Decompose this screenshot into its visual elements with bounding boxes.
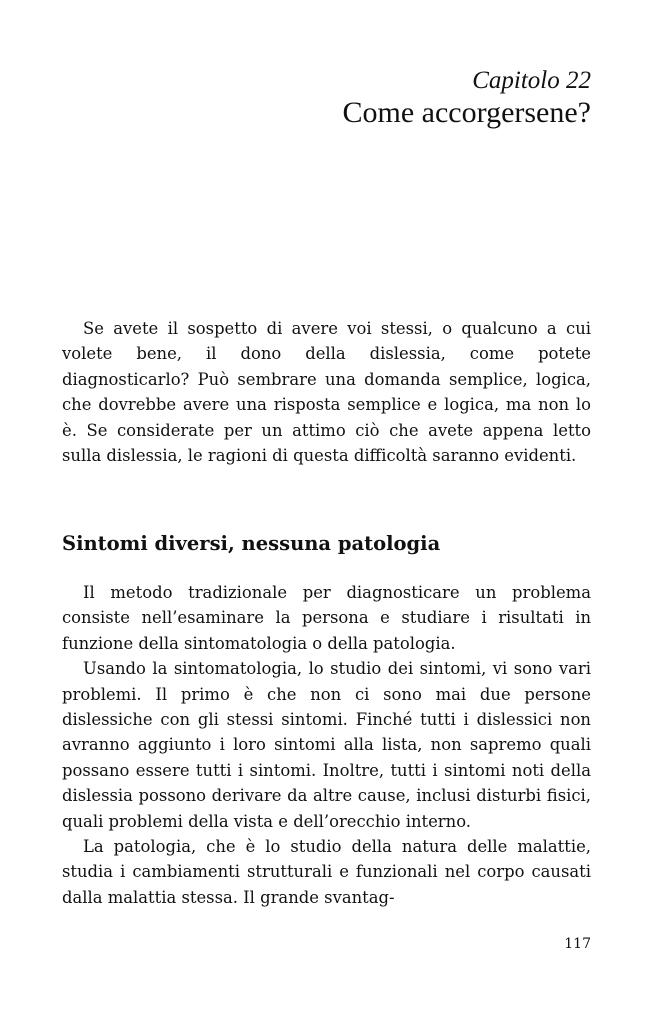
chapter-title: Come accorgersene? <box>342 96 591 129</box>
section-paragraph: Il metodo tradizionale per diagnosticare un problema consiste nell’esaminare la persona e studiare i risultati in funzione della sintomatologia o della patologia. <box>62 583 591 653</box>
section-body <box>62 580 591 910</box>
intro-text <box>62 316 591 468</box>
page-number: 117 <box>564 936 591 952</box>
section-heading: Sintomi diversi, nessuna patologia <box>62 532 441 555</box>
chapter-label: Capitolo 22 <box>472 67 591 94</box>
book-page <box>62 0 591 1036</box>
intro-paragraph: Se avete il sospetto di avere voi stessi, o qualcuno a cui volete bene, il dono della dislessia, come potete diagnosticarlo? Può sembrare una domanda semplice, logica, che dovrebbe avere una risposta semplice e logica, ma non lo è. Se considerate per un attimo ciò che avete appena letto sulla dislessia, le ragioni di questa difficoltà saranno evidenti. <box>62 319 591 466</box>
section-paragraph: La patologia, che è lo studio della natura delle malattie, studia i cambiamenti strutturali e funzionali nel corpo causati dalla malattia stessa. Il grande svantag- <box>62 837 591 907</box>
chapter-header <box>343 66 591 130</box>
section-paragraph: Usando la sintomatologia, lo studio dei sintomi, vi sono vari problemi. Il primo è che non ci sono mai due persone dislessiche con gli stessi sintomi. Finché tutti i dislessici non avranno aggiunto i loro sintomi alla lista, non sapremo quali possano essere tutti i sintomi. Inoltre, tutti i sintomi noti della dislessia possono derivare da altre cause, inclusi disturbi fisici, quali problemi della vista e dell’orecchio interno. <box>62 659 591 831</box>
